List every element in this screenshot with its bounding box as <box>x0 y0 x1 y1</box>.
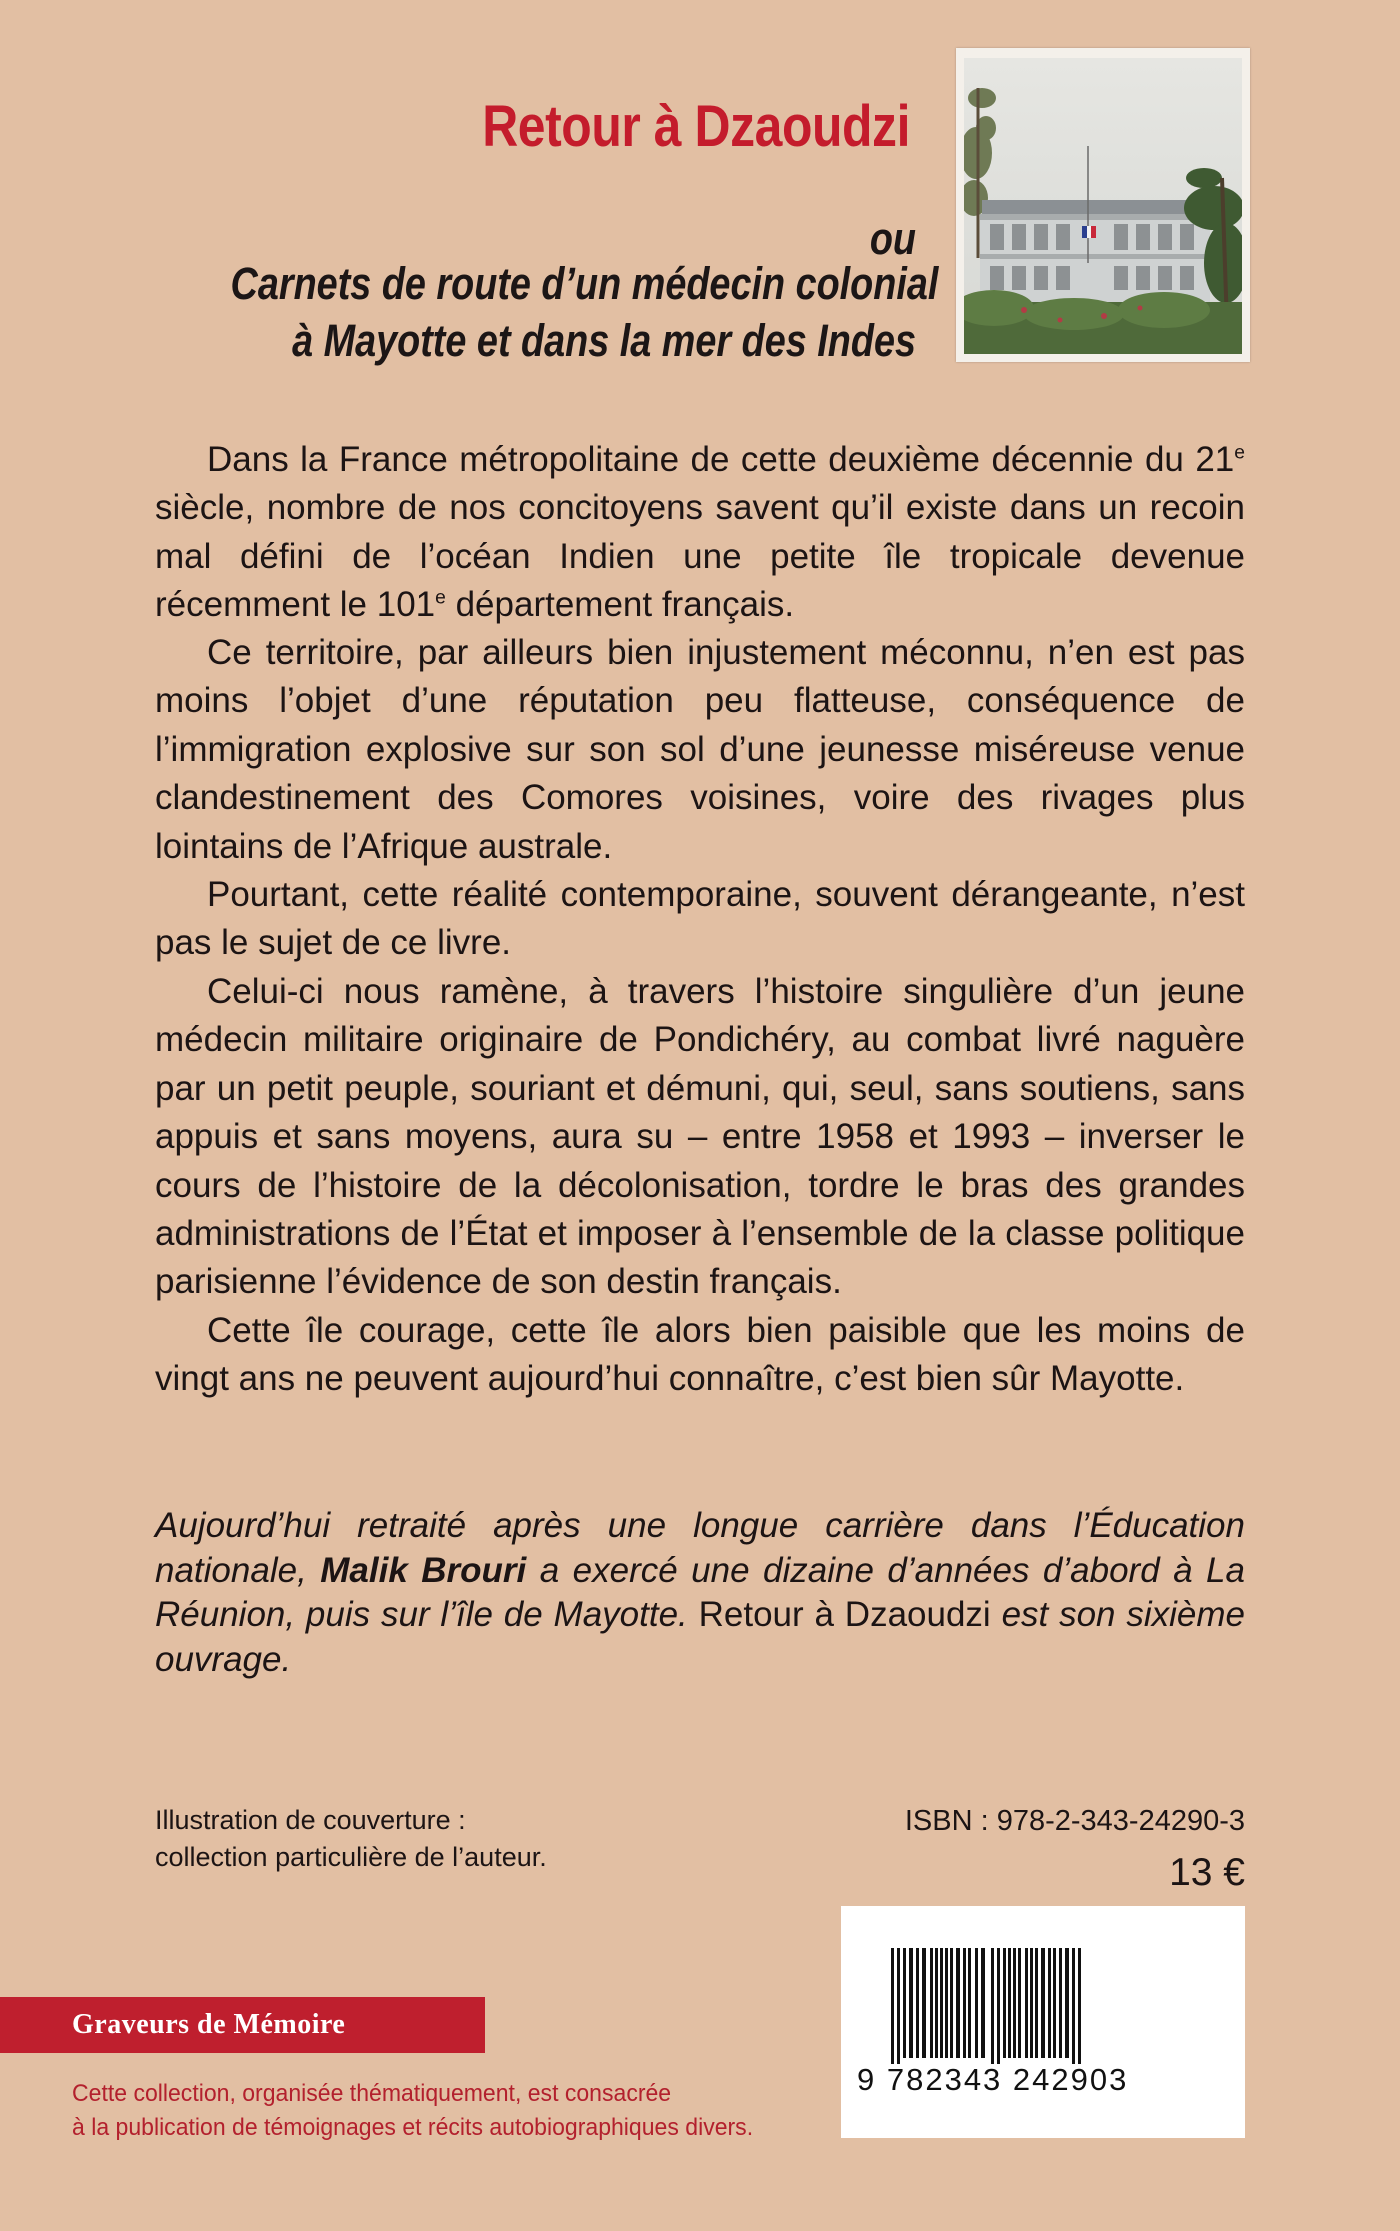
collection-name: Graveurs de Mémoire <box>72 2009 346 2040</box>
barcode-digits: 9 782343 242903 <box>857 2062 1129 2097</box>
barcode-bar <box>930 1948 933 2058</box>
book-title: Retour à Dzaoudzi <box>482 94 910 159</box>
barcode-bar <box>1072 1948 1075 2064</box>
book-title-reference: Retour à Dzaoudzi <box>698 1595 991 1635</box>
barcode-bar <box>891 1948 894 2064</box>
barcode-bar <box>997 1948 1000 2064</box>
author-name: Malik Brouri <box>320 1550 527 1590</box>
blurb-paragraph-3 <box>155 871 1245 968</box>
barcode-bar <box>1048 1948 1051 2058</box>
barcode-bar <box>968 1948 971 2058</box>
collection-description-line-2: à la publication de témoignages et récits autobiographiques divers. <box>72 2114 754 2141</box>
barcode-bar <box>975 1948 978 2058</box>
collection-description-line-1: Cette collection, organisée thématiquement, est consacrée <box>72 2080 672 2107</box>
barcode-bar <box>1041 1948 1045 2058</box>
barcode-bar <box>1065 1948 1069 2058</box>
blurb-paragraph-1 <box>155 436 1245 630</box>
barcode-bar <box>981 1948 985 2058</box>
barcode-panel <box>841 1906 1245 2138</box>
ordinal-superscript: e <box>435 587 446 609</box>
blurb-p2-text: Ce territoire, par ailleurs bien injustement méconnu, n’en est pas moins l’objet d’une réputation peu flatteuse, conséquence de l’immigration explosive sur son sol d’une jeunesse miséreuse venue clandestinement des Comores voisines, voire des rivages plus lointains de l’Afrique australe. <box>155 633 1245 866</box>
barcode-bar <box>1025 1948 1028 2058</box>
blurb-paragraph-4 <box>155 968 1245 1307</box>
barcode-bar <box>956 1948 960 2058</box>
blurb-p1-text-a: Dans la France métropolitaine de cette deuxième décennie du 21 <box>207 440 1235 479</box>
barcode-bar <box>1030 1948 1033 2058</box>
barcode-bar <box>1035 1948 1038 2058</box>
blurb-p5-text: Cette île courage, cette île alors bien paisible que les moins de vingt ans ne peuvent aujourd’hui connaître, c’est bien sûr Mayotte. <box>155 1311 1245 1399</box>
author-bio <box>155 1504 1245 1682</box>
barcode-bar <box>1053 1948 1056 2058</box>
barcode-bar <box>922 1948 926 2058</box>
barcode-bar <box>1018 1948 1021 2058</box>
barcode-bar <box>916 1948 919 2058</box>
barcode-bar <box>909 1948 913 2058</box>
barcode-bar <box>1008 1948 1011 2058</box>
blurb-paragraph-2 <box>155 629 1245 871</box>
blurb-p1-text-c: département français. <box>445 585 795 625</box>
barcode-bar <box>935 1948 938 2058</box>
author-bio-part-3: est son sixième ouvrage. <box>155 1595 1245 1679</box>
blurb-p1-text-b: siècle, nombre de nos concitoyens savent qu’il existe dans un recoin mal défini de l’océan Indien une petite île tropicale devenue récemment le 101 <box>155 488 1245 625</box>
barcode-bar <box>950 1948 953 2058</box>
author-bio-part-1: Aujourd’hui retraité après une longue carrière dans l’Éducation nationale, <box>155 1506 1245 1590</box>
subtitle-line-1: Carnets de route d’un médecin colonial <box>230 258 939 309</box>
subtitle-connector: ou <box>869 213 916 264</box>
barcode-bar <box>963 1948 966 2058</box>
price: 13 € <box>1169 1851 1245 1894</box>
barcode-bar <box>945 1948 948 2058</box>
barcode-bar <box>1003 1948 1006 2058</box>
colonial-building-photo <box>956 48 1250 362</box>
barcode-bar <box>940 1948 943 2058</box>
blurb-p3-text: Pourtant, cette réalité contemporaine, souvent dérangeante, n’est pas le sujet de ce livre. <box>155 875 1245 963</box>
barcode-bar <box>1059 1948 1062 2058</box>
author-bio-part-2: a exercé une dizaine d’années d’abord à La Réunion, puis sur l’île de Mayotte. <box>155 1550 1245 1635</box>
blurb-paragraph-5 <box>155 1307 1245 1404</box>
barcode-bar <box>1013 1948 1016 2058</box>
illustration-credit-source: collection particulière de l’auteur. <box>155 1842 547 1872</box>
building-illustration <box>964 58 1242 354</box>
barcode-bar <box>1078 1948 1081 2064</box>
isbn: ISBN : 978-2-343-24290-3 <box>904 1805 1245 1837</box>
barcode-bar <box>903 1948 906 2058</box>
subtitle-line-2: à Mayotte et dans la mer des Indes <box>292 315 916 366</box>
ordinal-superscript: e <box>1234 442 1245 464</box>
barcode-bar <box>897 1948 900 2064</box>
blurb-p4-text: Celui-ci nous ramène, à travers l’histoire singulière d’un jeune médecin militaire originaire de Pondichéry, au combat livré naguère par un petit peuple, souriant et démuni, qui, seul, sans soutiens, sans appuis et sans moyens, aura su – entre 1958 et 1993 – inverser le cours de l’histoire de la décolonisation, tordre le bras des grandes administrations de l’État et imposer à l’ensemble de la classe politique parisienne l’évidence de son destin français. <box>155 972 1245 1302</box>
illustration-credit-label: Illustration de couverture : <box>155 1805 466 1835</box>
collection-banner <box>0 1997 485 2053</box>
barcode-bar <box>991 1948 994 2064</box>
barcode-icon <box>887 1948 1203 2064</box>
